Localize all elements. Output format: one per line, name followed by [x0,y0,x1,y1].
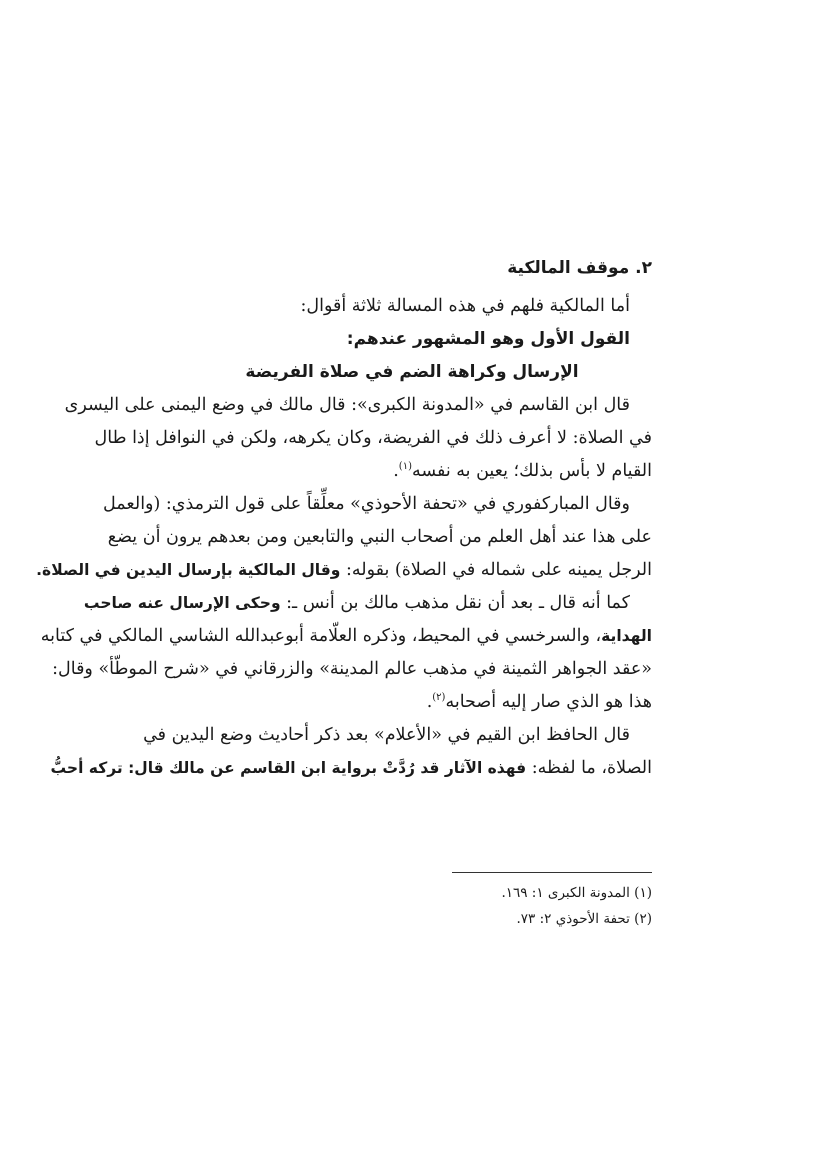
paragraph2-line2: على هذا عند أهل العلم من أصحاب النبي والتابعين ومن بعدهم يرون أن يضع [107,527,652,547]
first-opinion-heading: القول الأول وهو المشهور عندهم: [346,329,630,349]
paragraph1-line2: في الصلاة: لا أعرف ذلك في الفريضة، وكان يكرهه، ولكن في النوافل إذا طال [94,428,652,448]
paragraph1-line3 [172,455,652,488]
paragraph4-line1: قال الحافظ ابن القيم في «الأعلام» بعد ذكر أحاديث وضع اليدين في [143,725,630,745]
paragraph4-line2-bold: فهذه الآثار قد رُدَّتْ برواية ابن القاسم عن مالك قال: تركه أحبُّ [50,759,527,777]
first-opinion-title: الإرسال وكراهة الضم في صلاة الفريضة [245,362,579,382]
paragraph4-line2 [50,752,652,785]
paragraph2-line3 [36,554,652,587]
paragraph3-line1-text: كما أنه قال ـ بعد أن نقل مذهب مالك بن أنس ـ: [280,593,630,613]
paragraph3-line1-bold: وحكى الإرسال عنه صاحب [83,594,281,612]
paragraph2-line3-text: الرجل يمينه على شماله في الصلاة) بقوله: [340,560,652,580]
paragraph3-line4-end: . [426,692,433,712]
paragraph3-line3: «عقد الجواهر الثمينة في مذهب عالم المدينة» والزرقاني في «شرح الموطّأ» وقال: [52,659,652,679]
intro-line: أما المالكية فلهم في هذه المسالة ثلاثة أقوال: [300,296,630,316]
paragraph1-line3-end: . [393,461,399,481]
footnotes [172,880,652,932]
paragraph1-line3-text: القيام لا بأس بذلك؛ يعين به نفسه [411,461,652,481]
paragraph3-line4 [172,686,652,719]
paragraph3-line2-bold: الهداية [601,627,652,645]
paragraph3-line1 [83,587,652,620]
paragraph3-line2-text: ، والسرخسي في المحيط، وذكره العلّامة أبوعبدالله الشاسي المالكي في كتابه [40,626,602,646]
footnote-1: (١) المدونة الكبرى ١: ١٦٩. [501,885,652,901]
footnote-marker-2: (٢) [432,692,446,704]
paragraph2-line3-bold: وقال المالكية بإرسال اليدين في الصلاة. [36,561,341,579]
footnote-2: (٢) تحفة الأحوذي ٢: ٧٣. [516,911,652,927]
footnote-separator [452,872,652,873]
paragraph3-line2 [40,620,652,653]
footnote-marker-1: (١) [398,461,412,473]
paragraph2-line1: وقال المباركفوري في «تحفة الأحوذي» معلِّقاً على قول الترمذي: (والعمل [103,494,630,514]
main-text [36,252,652,785]
section-heading: ٢. موقف المالكية [507,258,652,278]
paragraph1-line1: قال ابن القاسم في «المدونة الكبرى»: قال مالك في وضع اليمنى على اليسرى [64,395,630,415]
paragraph4-line2-text: الصلاة، ما لفظه: [526,758,652,778]
paragraph3-line4-text: هذا هو الذي صار إليه أصحابه [445,692,652,712]
